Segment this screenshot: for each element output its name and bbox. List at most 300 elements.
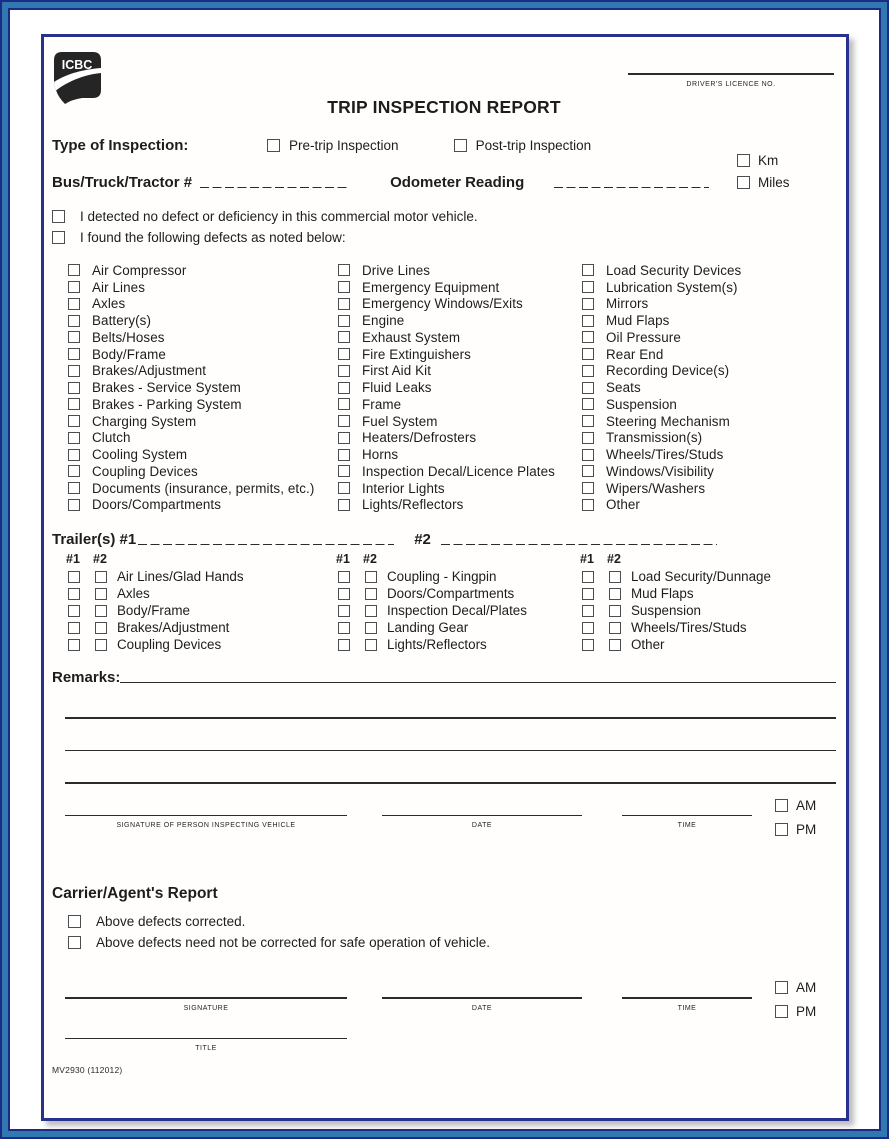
- defect-item: [68, 329, 338, 346]
- defect-item: [68, 430, 338, 447]
- defect-label: Windows/Visibility: [606, 463, 714, 479]
- trailer-item-label: Air Lines/Glad Hands: [117, 569, 244, 585]
- defect-item: [582, 480, 836, 497]
- carrier-date-block: [382, 997, 582, 1012]
- trailer-item-label: Mud Flaps: [631, 586, 694, 602]
- trailer-item-label: Coupling Devices: [117, 637, 222, 653]
- trailer2-item-checkbox[interactable]: [365, 571, 377, 583]
- trailer1-label: Trailer(s) #1: [52, 531, 137, 549]
- no-defect-row: [52, 207, 836, 226]
- defect-label: Steering Mechanism: [606, 413, 730, 429]
- trailer-sub2-label: #2: [93, 552, 107, 567]
- bus-number-label: Bus/Truck/Tractor #: [52, 174, 193, 191]
- carrier-report-title: Carrier/Agent's Report: [52, 885, 218, 903]
- defect-item: [582, 346, 836, 363]
- trailer2-item-checkbox[interactable]: [365, 639, 377, 651]
- defect-label: Mud Flaps: [606, 313, 670, 329]
- trailer-item-label: Suspension: [631, 603, 701, 619]
- trailer2-field[interactable]: [441, 544, 717, 546]
- trailer2-item-checkbox[interactable]: [95, 588, 107, 600]
- inspector-signature-row: [52, 797, 836, 837]
- defects-not-corrected-checkbox[interactable]: [68, 936, 81, 949]
- defect-item: [338, 463, 582, 480]
- defect-label: Fuel System: [362, 413, 438, 429]
- inspection-type-row: [52, 137, 836, 154]
- trailer-sub1-label: #1: [66, 552, 80, 567]
- trailer-list: [338, 568, 582, 653]
- odometer-label: Odometer Reading: [390, 174, 525, 191]
- carrier-time-field[interactable]: [622, 997, 752, 999]
- defect-checkbox[interactable]: [582, 331, 594, 343]
- trailer-list: [582, 568, 836, 653]
- remarks-label: Remarks:: [52, 669, 121, 687]
- form-number: MV2930 (112012): [52, 1065, 123, 1076]
- km-option: [737, 153, 790, 168]
- trailer-sub2-label: #2: [607, 552, 621, 567]
- miles-option: [737, 175, 790, 190]
- defect-item: [338, 329, 582, 346]
- defect-label: Cooling System: [92, 447, 188, 463]
- defect-label: Load Security Devices: [606, 262, 742, 278]
- trailer2-item-checkbox[interactable]: [95, 571, 107, 583]
- trailer-item: [582, 585, 836, 602]
- defect-item: [338, 312, 582, 329]
- inspector-signature-label: SIGNATURE OF PERSON INSPECTING VEHICLE: [116, 822, 296, 830]
- defect-checkbox[interactable]: [68, 398, 80, 410]
- carrier-ampm: [775, 980, 816, 1028]
- defect-checkbox[interactable]: [338, 432, 350, 444]
- defect-label: Lights/Reflectors: [362, 497, 464, 513]
- pretrip-option: [267, 138, 399, 153]
- vehicle-row: [52, 153, 836, 191]
- defect-checkbox[interactable]: [582, 315, 594, 327]
- licence-label: DRIVER'S LICENCE NO.: [686, 80, 776, 88]
- defect-label: Clutch: [92, 430, 131, 446]
- trailer1-item-checkbox[interactable]: [582, 605, 594, 617]
- defect-label: Air Compressor: [92, 262, 187, 278]
- defects-column-3: [582, 262, 836, 513]
- declarations: [52, 207, 836, 247]
- trailer2-item-checkbox[interactable]: [365, 622, 377, 634]
- trailer-item-label: Load Security/Dunnage: [631, 569, 771, 585]
- trailer-item: [582, 636, 836, 653]
- trailer-item: [68, 568, 338, 585]
- defect-checkbox[interactable]: [338, 298, 350, 310]
- defect-label: Inspection Decal/Licence Plates: [362, 463, 555, 479]
- defect-checkbox[interactable]: [68, 449, 80, 461]
- carrier-statements: [52, 912, 836, 952]
- trailer2-item-checkbox[interactable]: [609, 571, 621, 583]
- no-defect-checkbox[interactable]: [52, 210, 65, 223]
- defect-label: Coupling Devices: [92, 463, 198, 479]
- defect-checkbox[interactable]: [582, 432, 594, 444]
- trailer2-item-checkbox[interactable]: [609, 622, 621, 634]
- defect-item: [338, 379, 582, 396]
- trailer-item: [338, 602, 582, 619]
- defect-checkbox[interactable]: [338, 415, 350, 427]
- defect-item: [338, 346, 582, 363]
- carrier-signature-field[interactable]: [65, 997, 347, 999]
- trailer-column-1: [68, 552, 338, 653]
- trailer-item-label: Brakes/Adjustment: [117, 620, 230, 636]
- trailer1-field[interactable]: [138, 544, 394, 546]
- carrier-signature-row: [52, 980, 836, 1020]
- defect-checkbox[interactable]: [582, 281, 594, 293]
- km-checkbox[interactable]: [737, 154, 750, 167]
- defect-checkbox[interactable]: [338, 264, 350, 276]
- defect-label: Documents (insurance, permits, etc.): [92, 480, 315, 496]
- trailer2-item-checkbox[interactable]: [365, 605, 377, 617]
- defect-item: [582, 413, 836, 430]
- defect-checkbox[interactable]: [68, 315, 80, 327]
- defect-item: [68, 262, 338, 279]
- carrier-signature-block: [65, 997, 347, 1012]
- carrier-signature-label: SIGNATURE: [183, 1004, 229, 1012]
- defect-item: [582, 379, 836, 396]
- inspection-type-label: Type of Inspection:: [52, 137, 189, 154]
- form-header: [52, 45, 836, 121]
- inspector-date-field[interactable]: [382, 815, 582, 817]
- trailer1-item-checkbox[interactable]: [68, 639, 80, 651]
- trailer1-item-checkbox[interactable]: [68, 622, 80, 634]
- defect-checkbox[interactable]: [68, 432, 80, 444]
- defect-item: [68, 396, 338, 413]
- trailer-item-label: Body/Frame: [117, 603, 190, 619]
- defect-label: Frame: [362, 396, 402, 412]
- trailer-subheader: [580, 552, 836, 566]
- trailer-item-label: Doors/Compartments: [387, 586, 515, 602]
- trailer-item-label: Axles: [117, 586, 150, 602]
- defect-label: Fluid Leaks: [362, 380, 432, 396]
- trailer2-item-checkbox[interactable]: [95, 639, 107, 651]
- defect-item: [68, 312, 338, 329]
- inspector-pm-label: PM: [796, 821, 817, 837]
- inspector-date-block: [382, 815, 582, 830]
- trailer-list: [68, 568, 338, 653]
- defect-checkbox[interactable]: [338, 281, 350, 293]
- trailer-item-label: Wheels/Tires/Studs: [631, 620, 747, 636]
- defect-checkbox[interactable]: [68, 499, 80, 511]
- carrier-time-block: [622, 997, 752, 1012]
- defect-checkbox[interactable]: [582, 398, 594, 410]
- miles-checkbox[interactable]: [737, 176, 750, 189]
- defect-checkbox[interactable]: [582, 348, 594, 360]
- defect-item: [68, 446, 338, 463]
- inspector-date-label: DATE: [471, 822, 493, 830]
- defect-label: Lubrication System(s): [606, 279, 738, 295]
- defect-label: Seats: [606, 380, 641, 396]
- defect-checkbox[interactable]: [338, 499, 350, 511]
- found-defects-row: [52, 228, 836, 247]
- defect-label: Emergency Equipment: [362, 279, 500, 295]
- defect-checkbox[interactable]: [338, 331, 350, 343]
- defect-label: Emergency Windows/Exits: [362, 296, 523, 312]
- trailer1-item-checkbox[interactable]: [582, 588, 594, 600]
- inspector-pm-checkbox[interactable]: [775, 823, 788, 836]
- inspector-am-checkbox[interactable]: [775, 799, 788, 812]
- trailer-item: [68, 619, 338, 636]
- remarks-line[interactable]: [65, 717, 836, 719]
- trailer-item-label: Lights/Reflectors: [387, 637, 487, 653]
- trailer-column-3: [582, 552, 836, 653]
- trailer2-label: #2: [414, 531, 431, 549]
- defect-label: Exhaust System: [362, 329, 461, 345]
- defect-item: [338, 279, 582, 296]
- defects-column-2: [338, 262, 582, 513]
- trailer1-item-checkbox[interactable]: [68, 605, 80, 617]
- defect-item: [68, 480, 338, 497]
- defect-checkbox[interactable]: [68, 382, 80, 394]
- trailer-item: [338, 619, 582, 636]
- defect-item: [68, 463, 338, 480]
- defect-item: [338, 396, 582, 413]
- posttrip-option: [454, 138, 592, 153]
- trailer-item-label: Coupling - Kingpin: [387, 569, 497, 585]
- defect-label: Wipers/Washers: [606, 480, 706, 496]
- defect-label: Body/Frame: [92, 346, 166, 362]
- defect-item: [338, 262, 582, 279]
- defect-checkbox[interactable]: [582, 499, 594, 511]
- licence-field[interactable]: [628, 73, 834, 75]
- defect-checkbox[interactable]: [338, 348, 350, 360]
- defect-label: Doors/Compartments: [92, 497, 222, 513]
- defect-item: [68, 379, 338, 396]
- defect-checkbox[interactable]: [68, 348, 80, 360]
- trailer1-item-checkbox[interactable]: [582, 571, 594, 583]
- bus-number-field[interactable]: [200, 187, 350, 189]
- defect-item: [582, 497, 836, 514]
- defect-label: Brakes - Service System: [92, 380, 241, 396]
- trailer-sub1-label: #1: [580, 552, 594, 567]
- trailer-column-2: [338, 552, 582, 653]
- defects-corrected-checkbox[interactable]: [68, 915, 81, 928]
- defect-item: [338, 296, 582, 313]
- trailer1-item-checkbox[interactable]: [338, 588, 350, 600]
- defect-checkbox[interactable]: [68, 331, 80, 343]
- odometer-units: [737, 153, 790, 197]
- defect-label: Belts/Hoses: [92, 329, 165, 345]
- trailer-item: [582, 602, 836, 619]
- defect-label: Interior Lights: [362, 480, 445, 496]
- form-page: [41, 34, 849, 1121]
- defect-label: Rear End: [606, 346, 664, 362]
- defect-checkbox[interactable]: [68, 264, 80, 276]
- inspector-am-label: AM: [796, 797, 817, 813]
- trailer-item: [338, 585, 582, 602]
- defect-label: Brakes - Parking System: [92, 396, 242, 412]
- trailer-subheader: [336, 552, 582, 566]
- defect-item: [582, 446, 836, 463]
- defect-item: [68, 497, 338, 514]
- defect-checkbox[interactable]: [582, 465, 594, 477]
- trailer2-item-checkbox[interactable]: [365, 588, 377, 600]
- inspector-signature-block: [65, 815, 347, 830]
- defect-item: [582, 363, 836, 380]
- defect-checkbox[interactable]: [68, 415, 80, 427]
- trailer1-item-checkbox[interactable]: [582, 639, 594, 651]
- trailer2-item-checkbox[interactable]: [609, 605, 621, 617]
- trailer1-item-checkbox[interactable]: [338, 622, 350, 634]
- trailer1-item-checkbox[interactable]: [338, 605, 350, 617]
- carrier-date-field[interactable]: [382, 997, 582, 999]
- defect-item: [338, 446, 582, 463]
- defect-checkbox[interactable]: [68, 365, 80, 377]
- remarks-line[interactable]: [65, 782, 836, 784]
- defect-label: Drive Lines: [362, 262, 431, 278]
- pretrip-checkbox[interactable]: [267, 139, 280, 152]
- trailer1-item-checkbox[interactable]: [338, 639, 350, 651]
- defect-checkbox[interactable]: [582, 482, 594, 494]
- inspector-signature-field[interactable]: [65, 815, 347, 817]
- trailer2-item-checkbox[interactable]: [609, 639, 621, 651]
- defect-item: [582, 279, 836, 296]
- trailer2-item-checkbox[interactable]: [609, 588, 621, 600]
- defect-checkbox[interactable]: [338, 398, 350, 410]
- defect-label: Brakes/Adjustment: [92, 363, 207, 379]
- defect-label: First Aid Kit: [362, 363, 432, 379]
- defect-item: [338, 413, 582, 430]
- defect-item: [582, 262, 836, 279]
- pretrip-label: Pre-trip Inspection: [289, 138, 399, 153]
- carrier-date-label: DATE: [471, 1004, 493, 1012]
- icbc-logo-text: ICBC: [61, 58, 93, 72]
- remarks-heading: [52, 669, 836, 686]
- defect-label: Transmission(s): [606, 430, 703, 446]
- defect-checkbox[interactable]: [338, 315, 350, 327]
- inspector-time-label: TIME: [677, 822, 697, 830]
- trailer-sub1-label: #1: [336, 552, 350, 567]
- odometer-field[interactable]: [554, 187, 709, 189]
- trailer-grid: [68, 552, 836, 653]
- defects-not-corrected-row: [68, 933, 836, 952]
- defect-label: Axles: [92, 296, 126, 312]
- inspector-am-option: [775, 798, 816, 813]
- trailer-item: [68, 585, 338, 602]
- km-label: Km: [758, 153, 779, 168]
- defect-checkbox[interactable]: [68, 298, 80, 310]
- trailer-item: [582, 619, 836, 636]
- defect-item: [582, 296, 836, 313]
- page-title: TRIP INSPECTION REPORT: [327, 97, 561, 117]
- carrier-pm-label: PM: [796, 1004, 817, 1020]
- carrier-am-checkbox[interactable]: [775, 981, 788, 994]
- carrier-title-field[interactable]: [65, 1038, 347, 1040]
- defect-item: [68, 346, 338, 363]
- trailers-heading: [52, 531, 836, 548]
- trailer-item: [68, 602, 338, 619]
- trailer-sub2-label: #2: [363, 552, 377, 567]
- carrier-pm-checkbox[interactable]: [775, 1005, 788, 1018]
- defect-item: [68, 279, 338, 296]
- defect-item: [582, 430, 836, 447]
- defect-checkbox[interactable]: [338, 465, 350, 477]
- defects-corrected-row: [68, 912, 836, 931]
- defect-checkbox[interactable]: [338, 482, 350, 494]
- trailer-item-label: Inspection Decal/Plates: [387, 603, 527, 619]
- defect-item: [582, 463, 836, 480]
- defect-label: Air Lines: [92, 279, 145, 295]
- miles-label: Miles: [758, 175, 790, 190]
- defect-item: [68, 413, 338, 430]
- inspector-time-field[interactable]: [622, 815, 752, 817]
- defects-column-1: [68, 262, 338, 513]
- trailer-item-label: Other: [631, 637, 665, 653]
- defect-label: Battery(s): [92, 313, 152, 329]
- carrier-am-label: AM: [796, 980, 817, 996]
- trailer-item: [68, 636, 338, 653]
- defect-label: Horns: [362, 447, 399, 463]
- defect-checkbox[interactable]: [338, 382, 350, 394]
- found-defects-label: I found the following defects as noted below:: [80, 230, 346, 245]
- trailer-item: [582, 568, 836, 585]
- trailer2-item-checkbox[interactable]: [95, 622, 107, 634]
- defect-checkbox[interactable]: [582, 264, 594, 276]
- posttrip-checkbox[interactable]: [454, 139, 467, 152]
- defect-item: [582, 312, 836, 329]
- trailer-item: [338, 636, 582, 653]
- carrier-title-block: [65, 1038, 347, 1053]
- defect-label: Mirrors: [606, 296, 649, 312]
- defect-label: Wheels/Tires/Studs: [606, 447, 724, 463]
- trailer-item: [338, 568, 582, 585]
- defect-item: [338, 497, 582, 514]
- inspector-pm-option: [775, 822, 816, 837]
- defect-label: Suspension: [606, 396, 677, 412]
- trailer1-item-checkbox[interactable]: [68, 571, 80, 583]
- defect-item: [582, 396, 836, 413]
- defect-item: [338, 480, 582, 497]
- carrier-title-label: TITLE: [195, 1045, 217, 1053]
- inspector-ampm: [775, 798, 816, 846]
- defects-corrected-label: Above defects corrected.: [96, 914, 246, 930]
- trailer-subheader: [66, 552, 338, 566]
- defect-checkbox[interactable]: [582, 298, 594, 310]
- defect-checkbox[interactable]: [338, 365, 350, 377]
- posttrip-label: Post-trip Inspection: [475, 138, 592, 153]
- carrier-time-label: TIME: [677, 1004, 697, 1012]
- defect-label: Recording Device(s): [606, 363, 730, 379]
- trailer-item-label: Landing Gear: [387, 620, 469, 636]
- defects-grid: [68, 262, 836, 513]
- trailer2-item-checkbox[interactable]: [95, 605, 107, 617]
- defect-checkbox[interactable]: [582, 415, 594, 427]
- trailer1-item-checkbox[interactable]: [68, 588, 80, 600]
- remarks-line[interactable]: [120, 682, 836, 684]
- outer-frame-margin: [8, 8, 881, 1131]
- defect-checkbox[interactable]: [582, 382, 594, 394]
- defect-label: Charging System: [92, 413, 197, 429]
- defect-item: [68, 363, 338, 380]
- defect-checkbox[interactable]: [68, 482, 80, 494]
- carrier-pm-option: [775, 1004, 816, 1019]
- licence-block: [628, 73, 834, 88]
- defect-checkbox[interactable]: [582, 449, 594, 461]
- defects-not-corrected-label: Above defects need not be corrected for safe operation of vehicle.: [96, 935, 490, 951]
- found-defects-checkbox[interactable]: [52, 231, 65, 244]
- trailer1-item-checkbox[interactable]: [338, 571, 350, 583]
- defect-checkbox[interactable]: [68, 465, 80, 477]
- defect-checkbox[interactable]: [68, 281, 80, 293]
- defect-checkbox[interactable]: [338, 449, 350, 461]
- defect-item: [338, 363, 582, 380]
- defect-label: Oil Pressure: [606, 329, 681, 345]
- defect-label: Heaters/Defrosters: [362, 430, 477, 446]
- defect-item: [68, 296, 338, 313]
- trailer1-item-checkbox[interactable]: [582, 622, 594, 634]
- defect-label: Other: [606, 497, 640, 513]
- defect-checkbox[interactable]: [582, 365, 594, 377]
- remarks-line[interactable]: [65, 750, 836, 752]
